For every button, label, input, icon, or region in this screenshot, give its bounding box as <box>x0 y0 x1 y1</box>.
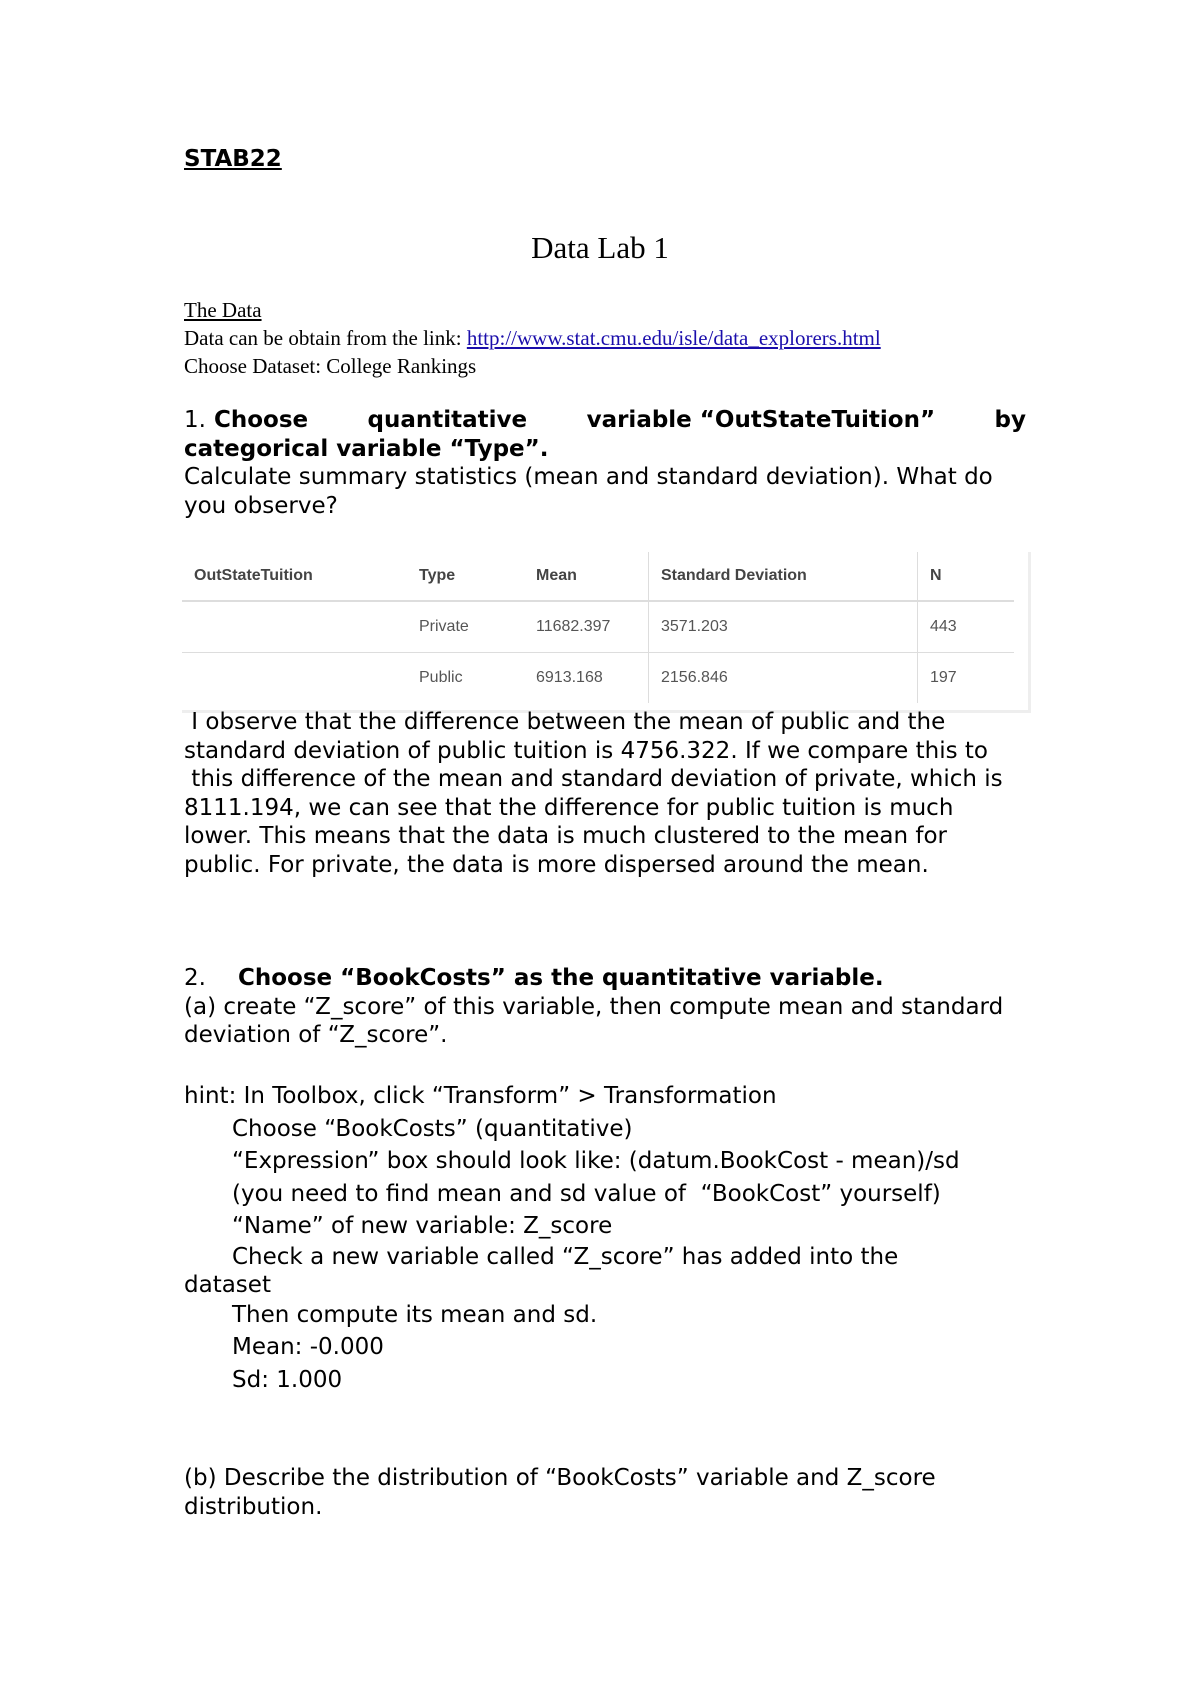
table-header-row <box>182 552 1014 601</box>
table-cell: 2156.846 <box>649 653 918 704</box>
question-2-part-a: (a) create “Z_score” of this variable, then compute mean and standard deviation of “Z_score”. <box>184 993 1004 1048</box>
table-row <box>182 601 1014 653</box>
question-1-heading-part: quantitative <box>367 407 528 433</box>
column-header: Mean <box>524 552 649 601</box>
column-header: N <box>918 552 1015 601</box>
question-2-number: 2. <box>184 965 206 991</box>
column-header: OutStateTuition <box>182 552 407 601</box>
table-cell: 11682.397 <box>524 601 649 653</box>
question-2-part-b: (b) Describe the distribution of “BookCosts” variable and Z_score distribution. <box>184 1465 936 1520</box>
question-1-heading-part: by <box>994 407 1026 433</box>
z-score-mean: Mean: -0.000 <box>232 1334 384 1360</box>
section-label: The Data <box>184 298 262 322</box>
course-code: STAB22 <box>184 146 282 172</box>
table-row <box>182 653 1014 704</box>
hint-line: hint: In Toolbox, click “Transform” > Transformation <box>184 1083 777 1109</box>
hint-line: “Name” of new variable: Z_score <box>232 1213 613 1239</box>
hint-line: Check a new variable called “Z_score” has added into the <box>232 1243 899 1270</box>
question-1-heading-part: variable “OutStateTuition” <box>586 407 936 433</box>
question-1-heading <box>184 406 1026 435</box>
column-header: Standard Deviation <box>649 552 918 601</box>
question-1-number: 1. <box>184 407 206 433</box>
column-header: Type <box>407 552 524 601</box>
data-source-line <box>184 324 881 352</box>
table-cell: 197 <box>918 653 1015 704</box>
z-score-sd: Sd: 1.000 <box>232 1366 343 1393</box>
table-cell <box>182 601 407 653</box>
table-cell <box>182 653 407 704</box>
question-1 <box>184 406 1026 520</box>
question-1-prompt: Calculate summary statistics (mean and standard deviation). What do you observe? <box>184 464 993 519</box>
data-source-prefix: Data can be obtain from the link: <box>184 326 467 350</box>
table-cell: 6913.168 <box>536 669 603 686</box>
table-cell: 443 <box>918 601 1015 653</box>
table-cell: 3571.203 <box>649 601 918 653</box>
data-source-link[interactable]: http://www.stat.cmu.edu/isle/data_explorers.html <box>466 326 881 350</box>
summary-statistics-table <box>182 552 1014 703</box>
question-1-answer: I observe that the difference between the mean of public and the standard deviation of public tuition is 4756.322. If we compare this to this difference of the mean and standard deviation of private, which is 8111.194, we can see that the difference for public tuition is much lower. This means that the data is much clustered to the mean for public. For private, the data is more dispersed around the mean. <box>184 709 1003 878</box>
summary-table-container <box>182 552 1031 713</box>
question-2-heading: 2. Choose “BookCosts” as the quantitative variable. <box>184 965 884 991</box>
hint-line: “Expression” box should look like: (datum.BookCost - mean)/sd <box>232 1148 960 1174</box>
question-1-heading-line2: categorical variable “Type”. <box>184 435 549 462</box>
data-intro <box>184 296 881 380</box>
hint-line: (you need to find mean and sd value of “BookCost” yourself) <box>232 1180 941 1207</box>
hint-line: Then compute its mean and sd. <box>232 1301 598 1328</box>
page-title: Data Lab 1 <box>531 230 669 265</box>
table-cell: Public <box>419 669 463 686</box>
question-1-heading-part: 1. Choose <box>184 407 309 433</box>
table-cell: Private <box>407 601 524 653</box>
hint-line: dataset <box>184 1271 271 1298</box>
hint-block <box>184 1080 1044 1396</box>
question-2 <box>184 964 1044 1050</box>
hint-line: Choose “BookCosts” (quantitative) <box>232 1115 633 1142</box>
dataset-line: Choose Dataset: College Rankings <box>184 354 477 378</box>
